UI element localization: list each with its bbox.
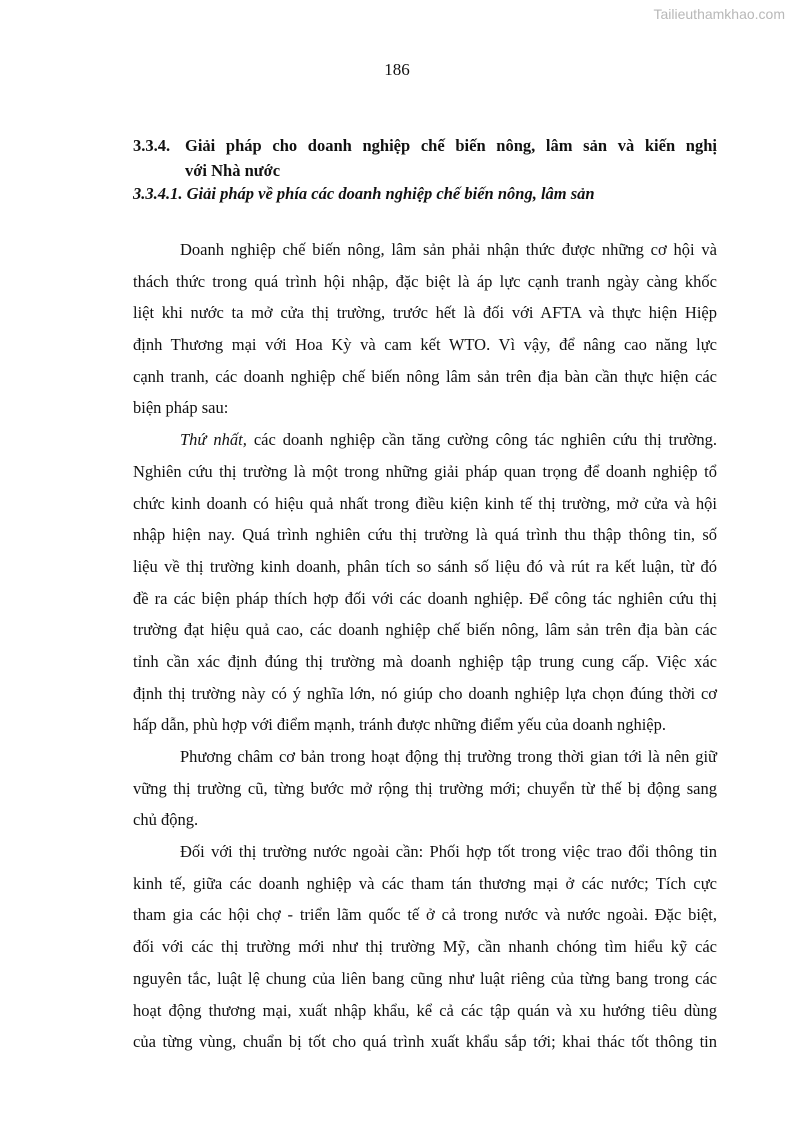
text-line: đề ra các biện pháp thích hợp đối với các doanh nghiệp. Để công tác nghiên cứu thị: [133, 588, 717, 608]
paragraph-guideline: [133, 741, 717, 836]
text-line: liệu về thị trường kinh doanh, phân tích so sánh số liệu đó và rút ra kết luận, từ đó: [133, 556, 717, 576]
text-line: vững thị trường cũ, từng bước mở rộng thị trường mới; chuyển từ thế bị động sang: [133, 778, 717, 798]
text-line: liệt khi nước ta mở cửa thị trường, trước hết là đối với AFTA và thực hiện Hiệp: [133, 303, 717, 323]
text-line: tham gia các hội chợ - triển lãm quốc tế ở cả trong nước và nước ngoài. Đặc biệt,: [133, 905, 717, 925]
body-text: [133, 234, 717, 1058]
paragraph-foreign-market: [133, 836, 717, 1058]
section-title-line: Giải pháp cho doanh nghiệp chế biến nông, lâm sản và kiến nghị: [185, 136, 717, 155]
page-number: 186: [384, 60, 410, 79]
text-line: Phương châm cơ bản trong hoạt động thị trường trong thời gian tới là nên giữ: [180, 747, 717, 766]
watermark: Tailieuthamkhao.com: [653, 6, 785, 22]
text-line: hấp dẫn, phù hợp với điểm mạnh, tránh được những điểm yếu của doanh nghiệp.: [133, 715, 666, 735]
section-heading: [133, 133, 717, 183]
text-line: cạnh tranh, các doanh nghiệp chế biến nông lâm sản trên địa bàn cần thực hiện các: [133, 366, 717, 386]
lead-phrase: Thứ nhất,: [180, 430, 247, 450]
text-line: biện pháp sau:: [133, 398, 229, 418]
text-line: trường đạt hiệu quả cao, các doanh nghiệp chế biến nông, lâm sản trên địa bàn các: [133, 620, 717, 640]
text-line: đối với các thị trường mới như thị trường Mỹ, cần nhanh chóng tìm hiểu kỹ các: [133, 937, 717, 957]
text-line-rest: các doanh nghiệp cần tăng cường công tác nghiên cứu thị trường.: [246, 430, 717, 450]
text-line: Nghiên cứu thị trường là một trong những giải pháp quan trọng để doanh nghiệp tổ: [133, 461, 717, 481]
section-title: [185, 133, 717, 183]
section-number: 3.3.4.: [133, 136, 171, 155]
subsection-heading: 3.3.4.1. Giải pháp về phía các doanh nghiệp chế biến nông, lâm sản: [133, 184, 595, 203]
text-line: chức kinh doanh có hiệu quả nhất trong điều kiện kinh tế thị trường, mở cửa và hội: [133, 493, 717, 513]
paragraph-intro: [133, 234, 717, 424]
text-line: kinh tế, giữa các doanh nghiệp và các tham tán thương mại ở các nước; Tích cực: [133, 873, 717, 893]
text-line: định thị trường này có ý nghĩa lớn, nó giúp cho doanh nghiệp lựa chọn đúng thời cơ: [133, 683, 717, 703]
text-line: chủ động.: [133, 810, 199, 830]
text-line: định Thương mại với Hoa Kỳ và cam kết WTO. Vì vậy, để nâng cao năng lực: [133, 335, 717, 355]
text-line: của từng vùng, chuẩn bị tốt cho quá trình xuất khẩu sắp tới; khai thác tốt thông tin: [133, 1032, 717, 1052]
text-line: Doanh nghiệp chế biến nông, lâm sản phải nhận thức được những cơ hội và: [180, 240, 717, 259]
section-title-line: với Nhà nước: [185, 161, 281, 180]
text-line: Đối với thị trường nước ngoài cần: Phối hợp tốt trong việc trao đổi thông tin: [180, 842, 717, 862]
text-line: thách thức trong quá trình hội nhập, đặc biệt là áp lực cạnh tranh ngày càng khốc: [133, 271, 717, 291]
text-line: nhập hiện nay. Quá trình nghiên cứu thị trường là quá trình thu thập thông tin, số: [133, 525, 717, 545]
paragraph-first-solution: [133, 424, 717, 741]
text-line: hoạt động thương mại, xuất nhập khẩu, kể cả các tập quán và xu hướng tiêu dùng: [133, 1000, 717, 1020]
text-line: tỉnh cần xác định đúng thị trường mà doanh nghiệp tập trung cung cấp. Việc xác: [133, 651, 717, 671]
text-line: [133, 424, 717, 456]
text-line: nguyên tắc, luật lệ chung của liên bang cũng như luật riêng của từng bang trong các: [133, 968, 717, 988]
